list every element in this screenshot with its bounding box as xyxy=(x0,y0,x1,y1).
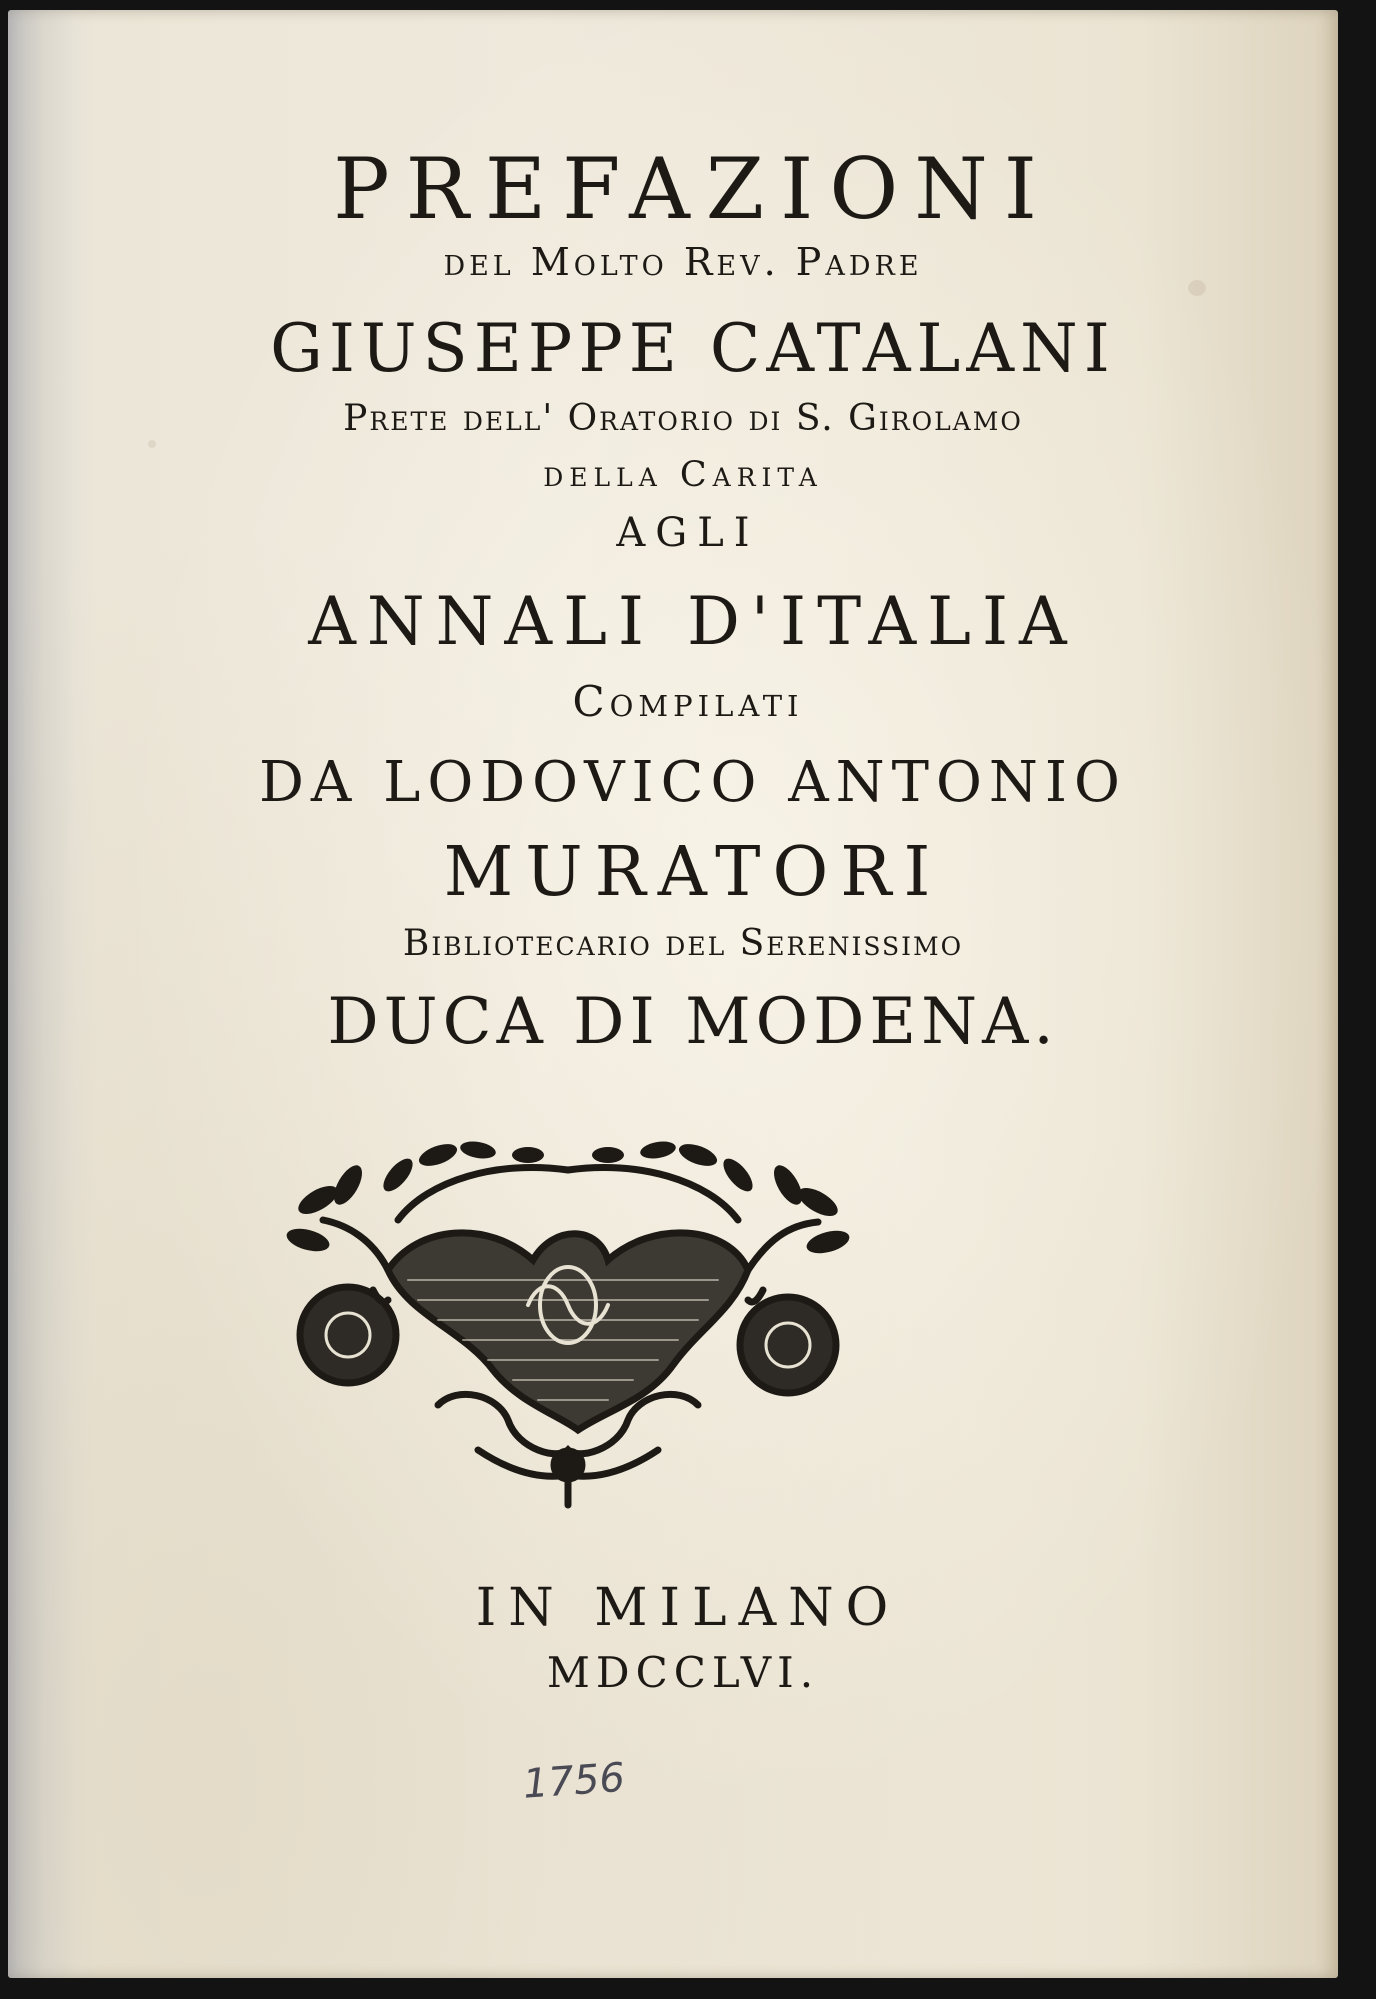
work-title: ANNALI D'ITALIA xyxy=(308,583,1078,660)
author-name: GIUSEPPE CATALANI xyxy=(270,310,1116,387)
imprint-place: IN MILANO xyxy=(475,1578,901,1638)
author-role-line-1: Prete dell' Oratorio di S. Girolamo xyxy=(343,398,1023,439)
compiler-given-name: DA LODOVICO ANTONIO xyxy=(259,750,1127,815)
compiled-line: Compilati xyxy=(572,677,804,726)
floral-vignette-icon xyxy=(278,1130,858,1520)
patron-line: DUCA DI MODENA. xyxy=(327,985,1059,1059)
foxing-spot xyxy=(148,440,156,448)
title-page xyxy=(8,10,1338,1978)
imprint-year: MDCCLVI. xyxy=(546,1648,820,1697)
author-intro: del Molto Rev. Padre xyxy=(443,240,923,284)
handwritten-year-annotation: 1756 xyxy=(521,1754,627,1808)
preposition-line: AGLI xyxy=(616,510,760,556)
compiler-role: Bibliotecario del Serenissimo xyxy=(402,923,964,964)
author-role-line-2: della Carita xyxy=(543,455,823,495)
book-title: PREFAZIONI xyxy=(333,140,1053,238)
compiler-surname: MURATORI xyxy=(443,833,943,912)
